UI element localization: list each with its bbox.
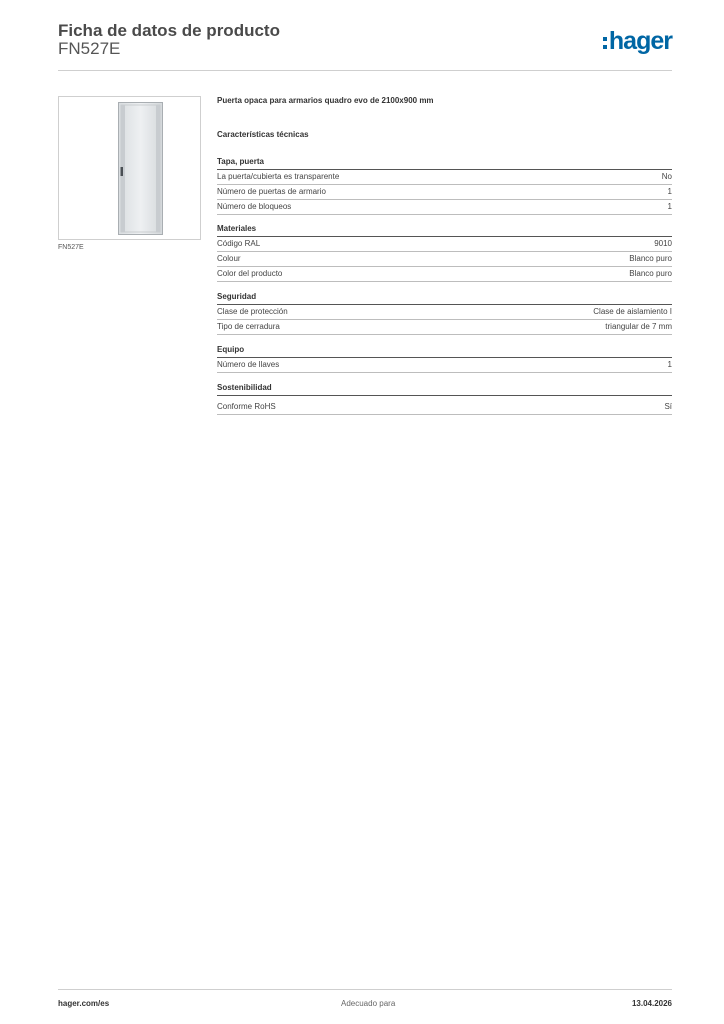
row-value: triangular de 7 mm: [605, 322, 672, 331]
specs-heading: Características técnicas: [217, 130, 309, 139]
table-row: [217, 237, 672, 252]
row-value: 9010: [654, 239, 672, 248]
table-row: [217, 200, 672, 215]
product-code: FN527E: [58, 39, 121, 58]
row-label: Número de llaves: [217, 360, 280, 369]
image-caption: FN527E: [58, 244, 84, 251]
logo-text: hager: [608, 26, 672, 55]
table-row: [217, 267, 672, 282]
page-title: Ficha de datos de producto: [58, 21, 280, 40]
row-label: Código RAL: [217, 239, 261, 248]
section-sostenibilidad: [217, 381, 672, 415]
footer-date: 13.04.2026: [631, 999, 672, 1008]
table-row: [217, 170, 672, 185]
product-image-frame: [58, 96, 201, 240]
row-value: Clase de aislamiento I: [593, 307, 672, 316]
row-value: Blanco puro: [629, 254, 672, 263]
table-row: [217, 305, 672, 320]
row-label: Tipo de cerradura: [217, 322, 280, 331]
row-value: Sí: [664, 402, 672, 411]
section-title: Equipo: [217, 343, 672, 358]
row-value: 1: [667, 360, 672, 369]
section-materiales: [217, 222, 672, 282]
hager-logo: [603, 24, 672, 58]
table-row: [217, 185, 672, 200]
page-footer: [58, 989, 672, 1008]
row-label: Conforme RoHS: [217, 402, 276, 411]
row-value: 1: [667, 187, 672, 196]
row-label: Número de bloqueos: [217, 202, 292, 211]
section-title: Materiales: [217, 222, 672, 237]
table-row: [217, 400, 672, 415]
door-panel-image: [118, 102, 163, 235]
row-label: La puerta/cubierta es transparente: [217, 172, 340, 181]
section-seguridad: [217, 290, 672, 335]
row-value: No: [661, 172, 672, 181]
section-tapa-puerta: [217, 155, 672, 215]
row-label: Clase de protección: [217, 307, 288, 316]
table-row: [217, 252, 672, 267]
page-header: [58, 20, 672, 71]
table-row: [217, 358, 672, 373]
footer-note: Adecuado para: [341, 999, 396, 1008]
footer-website-link[interactable]: hager.com/es: [58, 999, 110, 1008]
row-label: Color del producto: [217, 269, 283, 278]
table-row: [217, 320, 672, 335]
section-title: Seguridad: [217, 290, 672, 305]
row-value: Blanco puro: [629, 269, 672, 278]
section-title: Tapa, puerta: [217, 155, 672, 170]
section-equipo: [217, 343, 672, 373]
product-description: Puerta opaca para armarios quadro evo de 2100x900 mm: [217, 96, 434, 105]
section-title: Sostenibilidad: [217, 381, 672, 396]
row-value: 1: [667, 202, 672, 211]
row-label: Número de puertas de armario: [217, 187, 326, 196]
row-label: Colour: [217, 254, 241, 263]
logo-dots-icon: [603, 37, 607, 49]
